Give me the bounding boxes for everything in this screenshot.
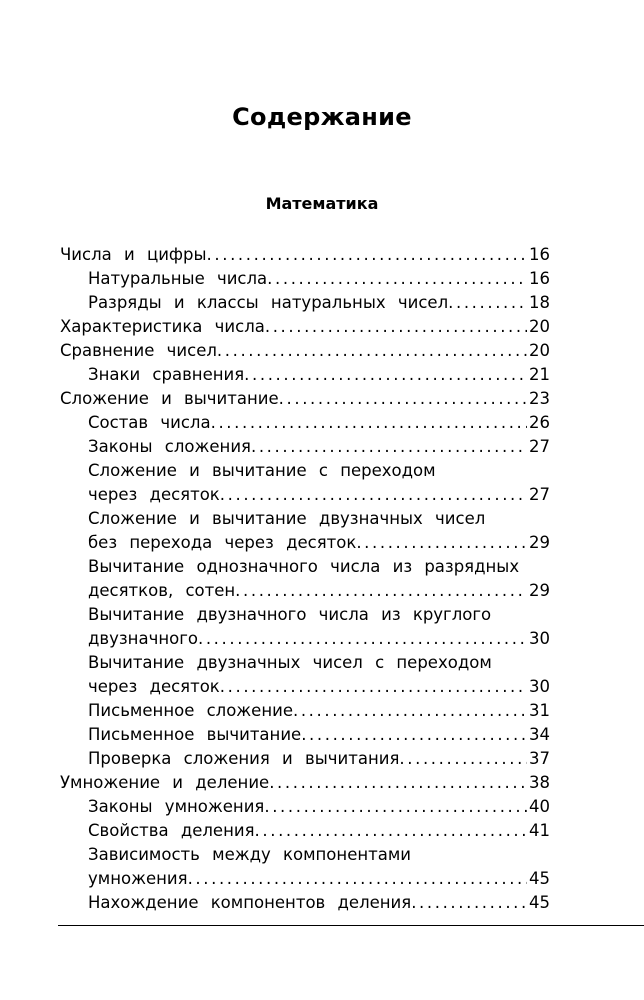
toc-entry-title: Нахождение компонентов деления [88, 893, 412, 912]
toc-page-number: 45 [529, 869, 550, 888]
toc-entry-title: двузначного [88, 629, 198, 648]
toc-entry-title: Законы умножения [88, 797, 265, 816]
toc-line [60, 795, 550, 819]
toc-page-number: 20 [529, 341, 550, 360]
toc-entry [60, 315, 550, 339]
dot-leader [251, 435, 527, 459]
toc-line [60, 459, 550, 483]
toc-page-number: 37 [529, 749, 550, 768]
toc-line [60, 627, 550, 651]
toc-subentry [60, 819, 550, 843]
toc-entry-title: Вычитание двузначных чисел с переходом [88, 653, 492, 672]
toc-subentry [60, 747, 550, 771]
toc-entry-title: Умножение и деление [60, 773, 270, 792]
dot-leader [198, 627, 527, 651]
toc-entry-title: Вычитание однозначного числа из разрядных [88, 557, 520, 576]
dot-leader [265, 315, 527, 339]
toc-entry-title: десятков, сотен [88, 581, 236, 600]
toc-entry-title: Сложение и вычитание двузначных чисел [88, 509, 486, 528]
toc-entry-title: Числа и цифры [60, 245, 207, 264]
toc-entry-title: Зависимость между компонентами [88, 845, 412, 864]
toc-line [60, 819, 550, 843]
toc-subentry [60, 507, 550, 555]
toc-entry-title: умножения [88, 869, 188, 888]
toc-line [60, 867, 550, 891]
toc-entry-title: Характеристика числа [60, 317, 265, 336]
toc-line [60, 363, 550, 387]
dot-leader [448, 291, 527, 315]
toc-page-number: 45 [529, 893, 550, 912]
dot-leader [217, 339, 527, 363]
toc-subentry [60, 363, 550, 387]
toc-entry-title: Знаки сравнения [88, 365, 245, 384]
toc-page-number: 26 [529, 413, 550, 432]
toc-line [60, 315, 550, 339]
toc-line [60, 723, 550, 747]
toc-page-number: 40 [529, 797, 550, 816]
toc-line [60, 531, 550, 555]
toc-page-number: 16 [529, 245, 550, 264]
toc-entry-title: Законы сложения [88, 437, 251, 456]
dot-leader [264, 795, 527, 819]
toc-page-number: 27 [529, 437, 550, 456]
toc-entry-title: Состав числа [88, 413, 211, 432]
toc-entry-title: Письменное сложение [88, 701, 293, 720]
toc-page-number: 23 [529, 389, 550, 408]
toc-line [60, 411, 550, 435]
toc-entry-title: Разряды и классы натуральных чисел [88, 293, 449, 312]
toc-page-number: 20 [529, 317, 550, 336]
dot-leader [279, 387, 527, 411]
toc-entry [60, 339, 550, 363]
toc-line [60, 267, 550, 291]
toc-subentry [60, 411, 550, 435]
toc-line [60, 579, 550, 603]
toc-subentry [60, 795, 550, 819]
toc-line [60, 747, 550, 771]
toc-entry-title: Сравнение чисел [60, 341, 217, 360]
toc-subentry [60, 459, 550, 507]
dot-leader [267, 267, 527, 291]
toc-line [60, 387, 550, 411]
toc-page-number: 27 [529, 485, 550, 504]
toc-entry-title: Письменное вычитание [88, 725, 302, 744]
toc-subentry [60, 267, 550, 291]
dot-leader [255, 819, 527, 843]
toc-subentry [60, 651, 550, 699]
toc-line [60, 651, 550, 675]
dot-leader [220, 483, 527, 507]
toc-subentry [60, 291, 550, 315]
toc-subentry [60, 555, 550, 603]
toc-entry [60, 387, 550, 411]
toc-page-number: 30 [529, 629, 550, 648]
page-title: Содержание [232, 103, 412, 131]
toc-entry [60, 243, 550, 267]
toc-page-number: 34 [529, 725, 550, 744]
toc-line [60, 603, 550, 627]
section-title: Математика [265, 194, 379, 213]
toc-subentry [60, 699, 550, 723]
dot-leader [211, 411, 527, 435]
dot-leader [220, 675, 527, 699]
toc-entry-title: Проверка сложения и вычитания [88, 749, 400, 768]
toc-entry-title: Сложение и вычитание с переходом [88, 461, 436, 480]
toc-subentry [60, 891, 550, 915]
toc-page-number: 16 [529, 269, 550, 288]
toc-line [60, 771, 550, 795]
toc-line [60, 891, 550, 915]
toc-line [60, 843, 550, 867]
toc-line [60, 243, 550, 267]
toc-page-number: 29 [529, 581, 550, 600]
toc-subentry [60, 603, 550, 651]
dot-leader [269, 771, 527, 795]
dot-leader [244, 363, 527, 387]
toc-entry-title: Сложение и вычитание [60, 389, 279, 408]
toc-line [60, 291, 550, 315]
toc-line [60, 507, 550, 531]
dot-leader [188, 867, 527, 891]
toc-page-number: 29 [529, 533, 550, 552]
dot-leader [411, 891, 527, 915]
toc-line [60, 675, 550, 699]
toc-subentry [60, 843, 550, 891]
toc-line [60, 339, 550, 363]
toc-subentry [60, 435, 550, 459]
toc-entry-title: Вычитание двузначного числа из круглого [88, 605, 492, 624]
toc-page-number: 21 [529, 365, 550, 384]
toc-entry-title: через десяток [88, 485, 220, 504]
dot-leader [356, 531, 527, 555]
toc-entry [60, 771, 550, 795]
dot-leader [301, 723, 527, 747]
toc-line [60, 435, 550, 459]
toc-page-number: 31 [529, 701, 550, 720]
toc-page-number: 30 [529, 677, 550, 696]
toc-line [60, 483, 550, 507]
toc-line [60, 699, 550, 723]
toc-entry-title: через десяток [88, 677, 220, 696]
toc-entry-title: без перехода через десяток [88, 533, 357, 552]
toc-entry-title: Натуральные числа [88, 269, 268, 288]
toc-line [60, 555, 550, 579]
dot-leader [207, 243, 527, 267]
dot-leader [399, 747, 527, 771]
toc-page-number: 41 [529, 821, 550, 840]
toc-page-number: 18 [529, 293, 550, 312]
toc-page-number: 38 [529, 773, 550, 792]
toc-entry-title: Свойства деления [88, 821, 255, 840]
toc-subentry [60, 723, 550, 747]
dot-leader [293, 699, 527, 723]
dot-leader [235, 579, 527, 603]
bottom-rule [58, 925, 644, 926]
table-of-contents [60, 243, 550, 915]
